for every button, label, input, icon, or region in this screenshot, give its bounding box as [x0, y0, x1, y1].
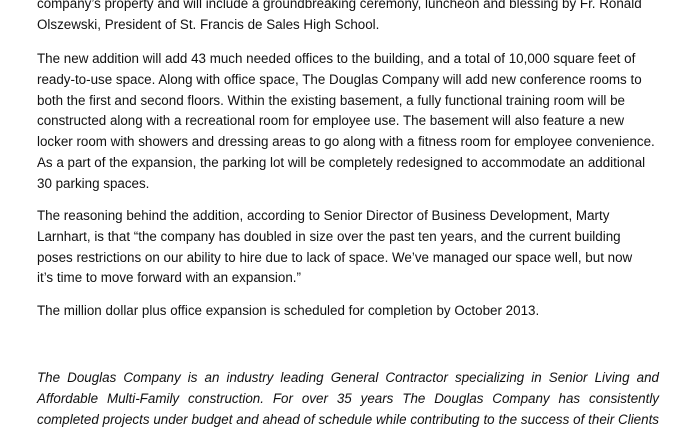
text-line: constructed along with a recreational room for employee use. The basement will also feature a new	[37, 113, 625, 129]
paragraph-schedule	[37, 301, 663, 322]
company-boilerplate	[37, 368, 659, 430]
text-line: The reasoning behind the addition, according to Senior Director of Business Development, Marty	[37, 208, 610, 223]
paragraph-reasoning	[37, 206, 663, 289]
text-line: Larnhart, is that “the company has doubled in size over the past ten years, and the current building	[37, 228, 621, 244]
text-line: The new addition will add 43 much needed offices to the building, and a total of 10,000 square feet of	[37, 51, 636, 66]
text-line: The million dollar plus office expansion is scheduled for completion by October 2013.	[37, 303, 540, 318]
boilerplate-line: completed projects under budget and ahead of schedule while contributing to the success of their Clients	[37, 411, 659, 427]
paragraph-intro	[37, 0, 663, 36]
text-line: 30 parking spaces.	[37, 175, 150, 191]
boilerplate-line: The Douglas Company is an industry leading General Contractor specializing in Senior Living and	[37, 370, 659, 385]
text-line: locker room with showers and dressing areas to go along with a fitness room for employee convenience.	[37, 134, 655, 150]
text-line: company’s property and will include a groundbreaking ceremony, luncheon and blessing by Fr. Ronald	[37, 0, 642, 11]
text-line: Olszewski, President of St. Francis de Sales High School.	[37, 16, 380, 32]
text-line: poses restrictions on our ability to hire due to lack of space. We’ve managed our space well, but now	[37, 249, 633, 265]
paragraph-addition	[37, 49, 663, 195]
text-line: As a part of the expansion, the parking lot will be completely redesigned to accommodate an additional	[37, 154, 646, 170]
boilerplate-line: Affordable Multi-Family construction. For over 35 years The Douglas Company has consistently	[37, 390, 659, 406]
text-line: ready-to-use space. Along with office space, The Douglas Company will add new conference rooms to	[37, 71, 642, 87]
text-line: it’s time to move forward with an expansion.”	[37, 270, 301, 286]
text-line: both the first and second floors. Within the existing basement, a fully functional training room will be	[37, 92, 626, 108]
